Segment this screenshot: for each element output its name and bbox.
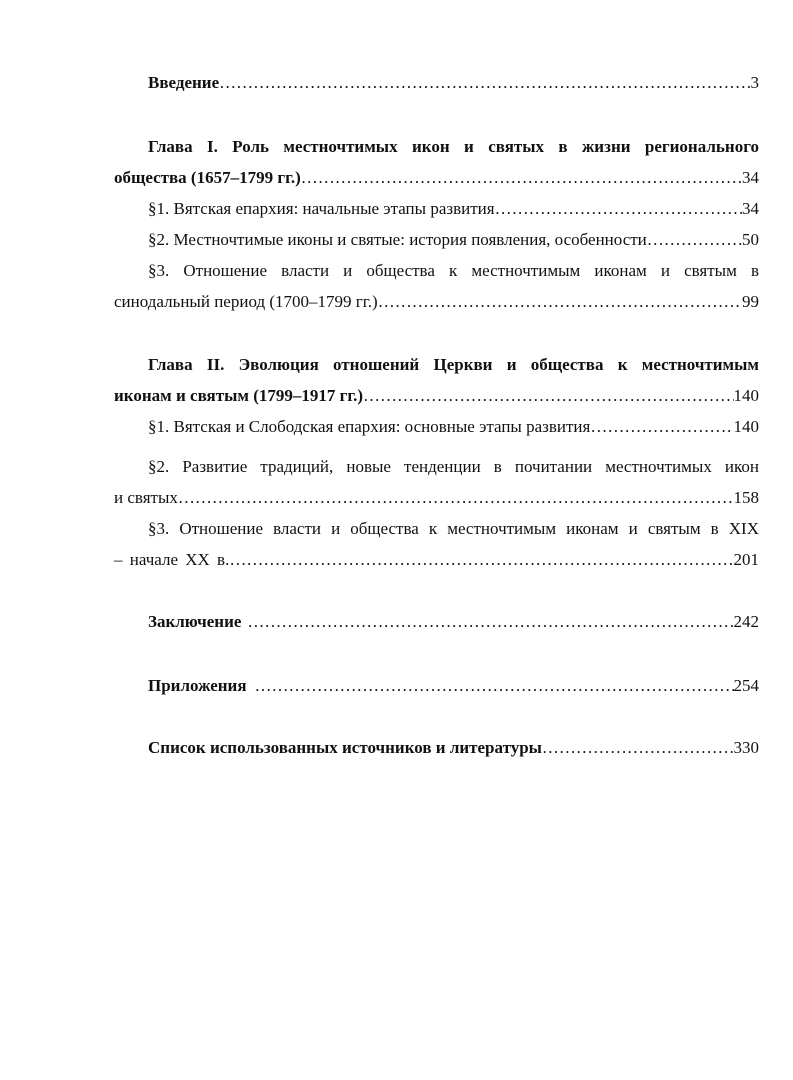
toc-entry-appendices [148,675,759,697]
toc-ch2-section3-line2: – начале XX в. [114,550,230,569]
toc-entry-ch1-section3 [114,291,759,313]
toc-entry-bibliography [148,737,759,759]
toc-ch1-section3-line1: §3. Отношение власти и общества к местночтимым иконам и святым в [148,261,759,280]
toc-conclusion-page: 242 [733,612,759,631]
toc-ch1-section2-title: §2. Местночтимые иконы и святые: история появления, особенности [148,230,647,249]
toc-ch1-section1-title: §1. Вятская епархия: начальные этапы развития [148,199,495,218]
toc-appendices-page: 254 [733,676,759,695]
toc-ch2-section2-page: 158 [733,488,759,507]
toc-leader-dots [219,72,750,94]
toc-ch1-section3-page: 99 [742,292,759,311]
toc-ch1-section2-page: 50 [742,230,759,249]
toc-entry-chapter1 [114,167,759,189]
toc-leader-dots [363,385,733,407]
toc-ch1-section3-line2: синодальный период (1700–1799 гг.) [114,292,378,311]
toc-leader-dots [495,198,742,220]
toc-chapter1-title-line1: Глава I. Роль местночтимых икон и святых в жизни регионального [148,137,759,156]
toc-entry-intro [148,72,759,94]
toc-ch2-section1-page: 140 [733,417,759,436]
toc-entry-ch2-section2 [114,487,759,509]
toc-chapter1-page: 34 [742,168,759,187]
toc-leader-dots [590,416,733,438]
toc-leader-dots [178,487,734,509]
toc-bibliography-page: 330 [733,738,759,757]
toc-chapter2-title-line1: Глава II. Эволюция отношений Церкви и общества к местночтимым [148,355,759,374]
toc-ch2-section1-title: §1. Вятская и Слободская епархия: основные этапы развития [148,417,591,436]
toc-leader-dots [255,675,734,697]
toc-chapter2-title-line2: иконам и святым (1799–1917 гг.) [114,386,364,405]
toc-entry-conclusion [148,611,759,633]
toc-leader-dots [247,611,733,633]
toc-bibliography-title: Список использованных источников и литературы [148,738,542,757]
toc-entry-ch2-section3 [114,549,759,571]
toc-entry-chapter2 [114,385,759,407]
toc-ch2-section3-page: 201 [733,550,759,569]
toc-appendices-title: Приложения [148,676,247,695]
toc-chapter2-page: 140 [733,386,759,405]
toc-entry-ch1-section2 [148,229,759,251]
toc-ch1-section1-page: 34 [742,199,759,218]
toc-conclusion-title: Заключение [148,612,242,631]
toc-ch2-section2-line1: §2. Развитие традиций, новые тенденции в почитании местночтимых икон [148,457,759,476]
toc-ch2-section3-line1: §3. Отношение власти и общества к местночтимым иконам и святым в XIX [148,519,759,538]
toc-entry-ch2-section1 [148,416,759,438]
toc-chapter1-title-line2: общества (1657–1799 гг.) [114,168,301,187]
toc-leader-dots [647,229,742,251]
toc-ch2-section2-line2: и святых [114,488,178,507]
toc-leader-dots [542,737,734,759]
toc-intro-page: 3 [750,73,759,92]
toc-entry-ch1-section1 [148,198,759,220]
toc-leader-dots [301,167,742,189]
toc-leader-dots [378,291,742,313]
toc-leader-dots [229,549,733,571]
toc-intro-title: Введение [148,73,220,92]
